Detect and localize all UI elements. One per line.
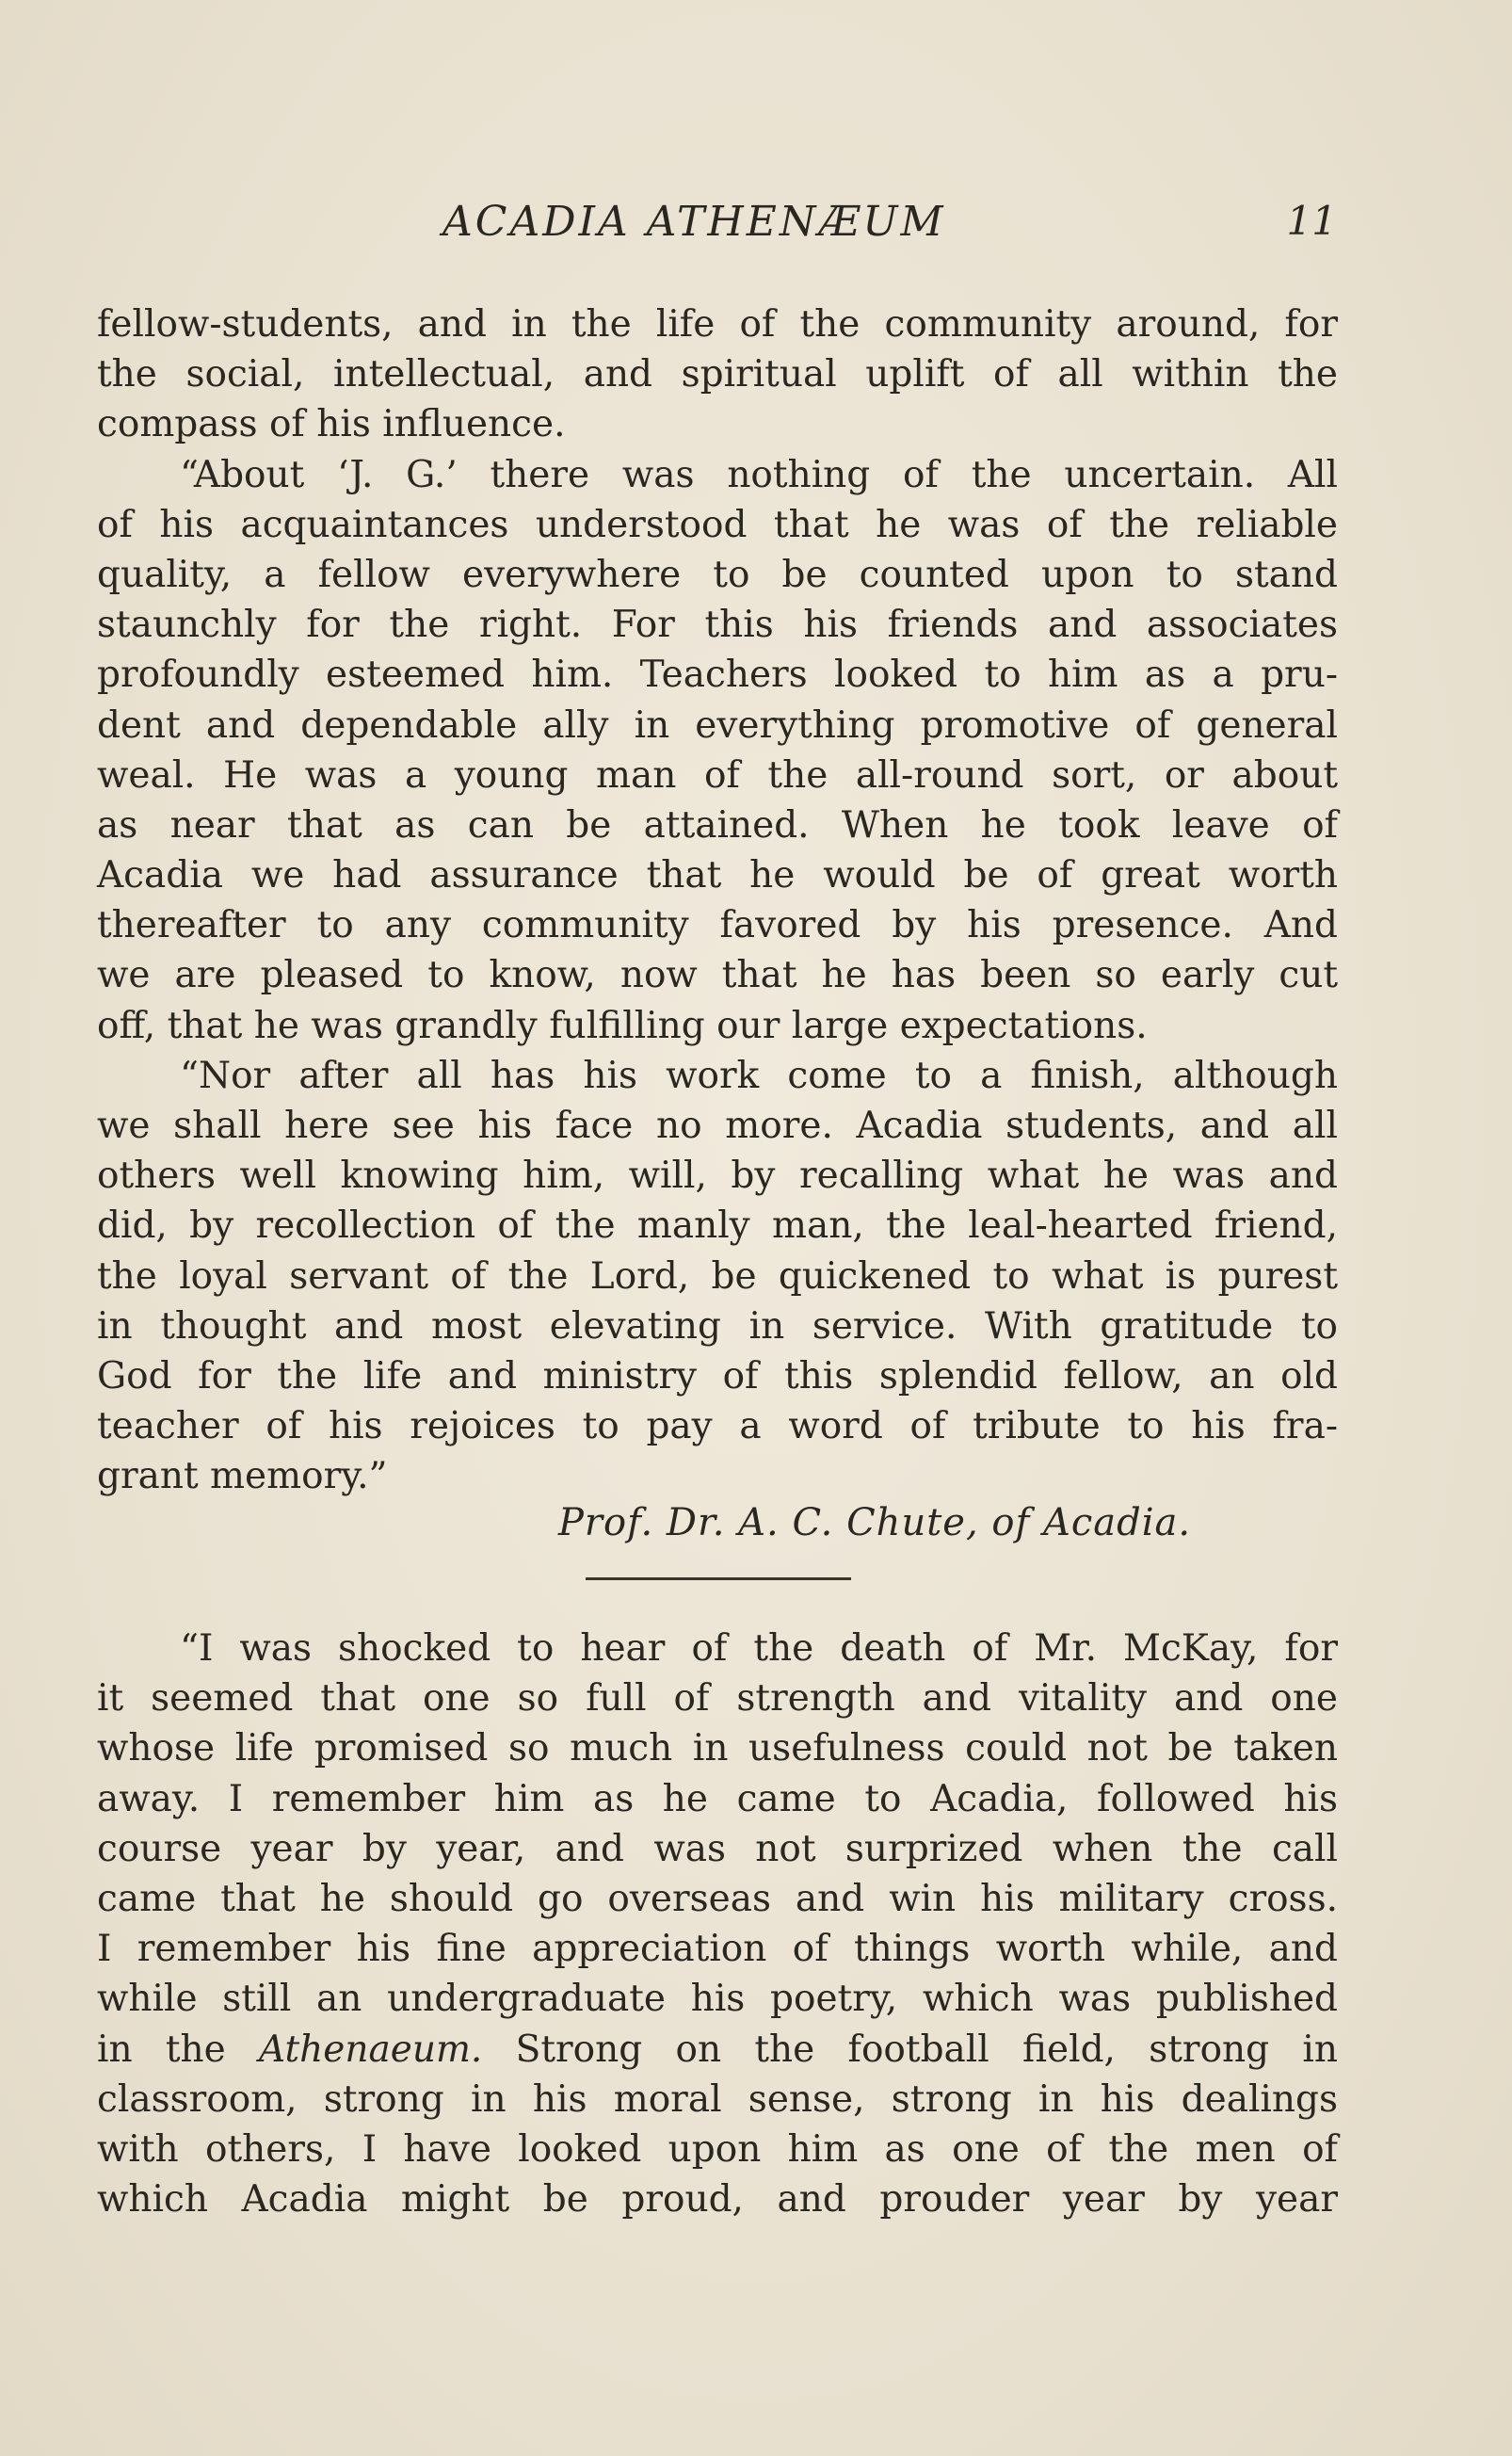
text-line: thereafter to any community favored by his presence. And (97, 904, 1338, 947)
text-line: staunchly for the right. For this his friends and associates (97, 604, 1338, 647)
text-line (97, 2025, 1338, 2075)
text-line: quality, a fellow everywhere to be counted upon to stand (97, 553, 1338, 596)
text-line: teacher of his rejoices to pay a word of tribute to his fra- (97, 1405, 1338, 1448)
text-line: “I was shocked to hear of the death of Mr. McKay, for (180, 1627, 1338, 1670)
text-line: “About ‘J. G.’ there was nothing of the uncertain. All (180, 453, 1338, 496)
second-tribute-text-block (97, 1624, 1338, 2224)
text-line: Acadia we had assurance that he would be of great worth (97, 854, 1338, 897)
text-line: the loyal servant of the Lord, be quickened to what is purest (97, 1254, 1338, 1298)
text-line: course year by year, and was not surprized when the call (97, 1827, 1338, 1870)
text-line: profoundly esteemed him. Teachers looked to him as a pru- (97, 654, 1338, 697)
text-line: others well knowing him, will, by recalling what he was and (97, 1155, 1338, 1198)
text-line: while still an undergraduate his poetry, which was published (97, 1978, 1338, 2021)
text-line: the social, intellectual, and spiritual uplift of all within the (97, 353, 1338, 396)
text-line: it seemed that one so full of strength and vitality and one (97, 1677, 1338, 1721)
text-line: which Acadia might be proud, and prouder year by year (97, 2178, 1338, 2222)
text-line: fellow-students, and in the life of the community around, for (97, 303, 1338, 346)
text-line: weal. He was a young man of the all-round sort, or about (97, 753, 1338, 797)
text-line: in thought and most elevating in service. With gratitude to (97, 1304, 1338, 1348)
text-line: as near that as can be attained. When he took leave of (97, 803, 1338, 847)
text-line: whose life promised so much in usefulness could not be taken (97, 1727, 1338, 1770)
journal-title: Athenaeum. (259, 2028, 483, 2071)
text-line: I remember his fine appreciation of things worth while, and (97, 1928, 1338, 1971)
text-line: dent and dependable ally in everything promotive of general (97, 703, 1338, 747)
text-line: away. I remember him as he came to Acadia, followed his (97, 1777, 1338, 1820)
page-number: 11 (1286, 198, 1337, 244)
text-line: came that he should go overseas and win his military cross. (97, 1877, 1338, 1920)
section-divider (586, 1577, 851, 1580)
text-line: grant memory.” (97, 1455, 388, 1498)
text-fragment: Strong on the football field, strong in (482, 2028, 1338, 2071)
running-head (94, 198, 1337, 254)
text-fragment: in the (97, 2028, 260, 2071)
tribute-text-block (97, 299, 1338, 1502)
text-line: we are pleased to know, now that he has been so early cut (97, 954, 1338, 997)
running-title: ACADIA ATHENÆUM (442, 198, 946, 246)
text-line: “Nor after all has his work come to a finish, although (180, 1054, 1338, 1097)
text-line: did, by recollection of the manly man, the leal-hearted friend, (97, 1204, 1338, 1248)
text-line: of his acquaintances understood that he was of the reliable (97, 503, 1338, 546)
signature-attribution: Prof. Dr. A. C. Chute, of Acadia. (558, 1501, 1192, 1544)
text-line: we shall here see his face no more. Acadia students, and all (97, 1105, 1338, 1147)
text-line: with others, I have looked upon him as one of the men of (97, 2127, 1338, 2171)
text-line: God for the life and ministry of this splendid fellow, an old (97, 1354, 1338, 1398)
text-line: off, that he was grandly fulfilling our large expectations. (97, 1004, 1148, 1047)
text-line: classroom, strong in his moral sense, strong in his dealings (97, 2077, 1338, 2121)
text-line: compass of his influence. (97, 403, 566, 446)
